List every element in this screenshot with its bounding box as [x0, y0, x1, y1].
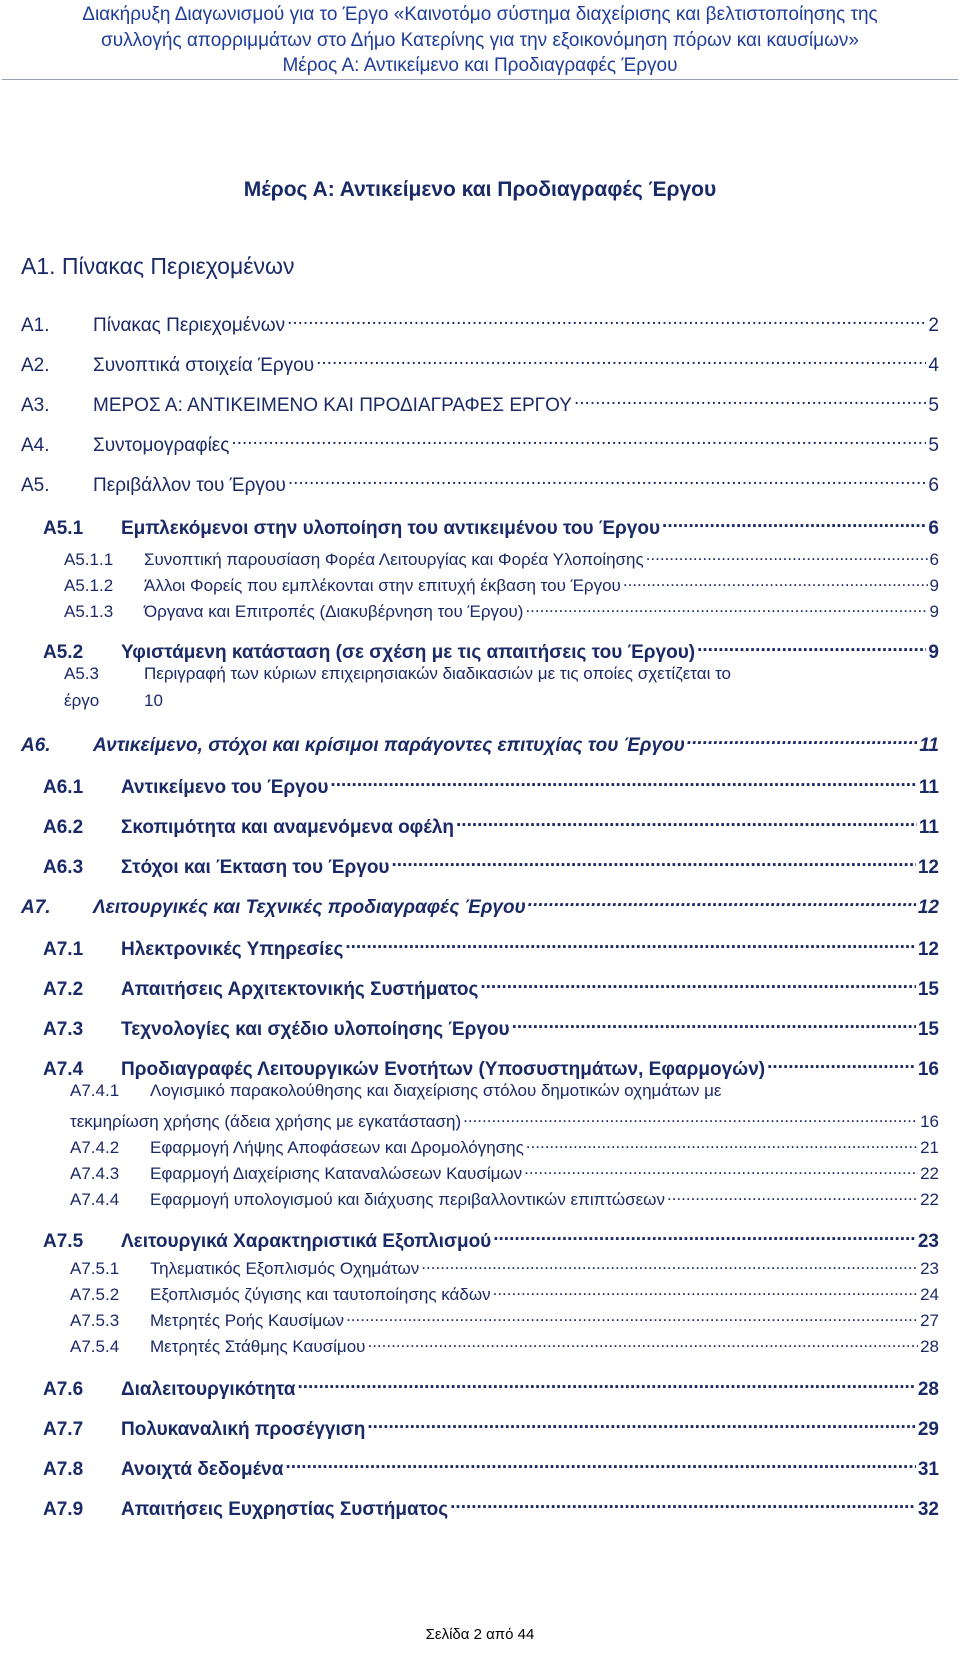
- toc-page: 29: [917, 1418, 939, 1440]
- toc-entry[interactable]: [21, 890, 939, 919]
- toc-page: 28: [917, 1378, 939, 1400]
- toc-leader: [480, 972, 915, 995]
- toc-label: Προδιαγραφές Λειτουργικών Ενοτήτων (Υποσυστημάτων, Εφαρμογών): [121, 1058, 766, 1080]
- toc-page: 32: [917, 1498, 939, 1520]
- toc-number: Α6.3: [43, 856, 84, 878]
- toc-number: Α5.1.1: [64, 550, 114, 570]
- page-number: Σελίδα 2 από 44: [425, 1626, 535, 1643]
- toc-entry[interactable]: [43, 1372, 939, 1401]
- toc-entry[interactable]: [70, 1159, 939, 1184]
- toc-entry[interactable]: [43, 1492, 939, 1521]
- toc-leader: [528, 890, 916, 913]
- toc-entry[interactable]: [43, 1224, 939, 1253]
- toc-label: Μετρητές Στάθμης Καυσίμου: [150, 1337, 366, 1357]
- toc-label: Λειτουργικά Χαρακτηριστικά Εξοπλισμού: [121, 1230, 492, 1252]
- toc-leader: [524, 1159, 918, 1179]
- toc-entry[interactable]: [64, 664, 939, 684]
- toc-leader: [574, 388, 926, 411]
- toc-number: Α6.2: [43, 816, 84, 838]
- toc-number: Α5.1.3: [64, 602, 114, 622]
- toc-page: 4: [928, 354, 939, 376]
- toc-label: Άλλοι Φορείς που εμπλέκονται στην επιτυχή έκβαση του Έργου: [144, 576, 621, 596]
- toc-page: 11: [919, 734, 939, 756]
- toc-leader: [392, 850, 916, 873]
- toc-number: Α7.4: [43, 1058, 84, 1080]
- toc-entry[interactable]: [43, 850, 939, 879]
- toc-number: Α7.5: [43, 1230, 84, 1252]
- toc-number: Α7.4.4: [70, 1190, 120, 1210]
- toc-leader: [662, 511, 926, 534]
- toc-label-continued: τεκμηρίωση χρήσης (άδεια χρήσης με εγκατάσταση): [70, 1112, 462, 1132]
- toc-number: Α5.3: [64, 664, 99, 683]
- toc-page: 9: [928, 641, 939, 663]
- toc-entry[interactable]: [64, 571, 939, 596]
- toc-label: Μετρητές Ροής Καυσίμων: [150, 1311, 345, 1331]
- toc-label: Ανοιχτά δεδομένα: [121, 1458, 284, 1480]
- header-line-3: Μέρος Α: Αντικείμενο και Προδιαγραφές Έργου: [282, 55, 678, 76]
- toc-entry[interactable]: [64, 597, 939, 622]
- toc-leader: [421, 1254, 918, 1274]
- toc-label: Σκοπιμότητα και αναμενόμενα οφέλη: [121, 816, 455, 838]
- toc-entry[interactable]: [21, 308, 939, 337]
- toc-leader: [367, 1332, 918, 1352]
- toc-entry-continued[interactable]: [70, 1107, 939, 1132]
- header-divider: [2, 79, 958, 80]
- toc-page: 9: [929, 602, 939, 622]
- toc-leader: [767, 1052, 916, 1075]
- toc-page: 6: [928, 517, 939, 539]
- toc-entry[interactable]: [70, 1306, 939, 1331]
- toc-leader: [231, 428, 926, 451]
- toc-number: Α7.3: [43, 1018, 84, 1040]
- toc-label: Απαιτήσεις Ευχρηστίας Συστήματος: [121, 1498, 449, 1520]
- toc-label: Εφαρμογή Λήψης Αποφάσεων και Δρομολόγησης: [150, 1138, 524, 1158]
- toc-label: Αντικείμενο του Έργου: [121, 776, 329, 798]
- toc-label: Εμπλεκόμενοι στην υλοποίηση του αντικειμένου του Έργου: [121, 517, 661, 539]
- toc-label: Εφαρμογή Διαχείρισης Καταναλώσεων Καυσίμων: [150, 1164, 523, 1184]
- toc-entry[interactable]: [70, 1254, 939, 1279]
- toc-entry[interactable]: [70, 1332, 939, 1357]
- toc-page: 16: [920, 1112, 939, 1132]
- toc-leader: [697, 635, 926, 658]
- toc-leader: [493, 1224, 916, 1247]
- toc-leader: [493, 1280, 918, 1300]
- toc-label: Υφιστάμενη κατάσταση (σε σχέση με τις απαιτήσεις του Έργου): [121, 641, 696, 663]
- toc-page: 15: [917, 1018, 939, 1040]
- toc-number: Α5.1.2: [64, 576, 114, 596]
- toc-label-continued: έργο: [64, 691, 100, 710]
- toc-entry[interactable]: [21, 348, 939, 377]
- toc-entry[interactable]: [43, 810, 939, 839]
- toc-leader: [525, 597, 927, 617]
- toc-leader: [345, 932, 916, 955]
- toc-page: 15: [917, 978, 939, 1000]
- toc-page: 12: [917, 938, 939, 960]
- section-title: Α1. Πίνακας Περιεχομένων: [21, 253, 295, 279]
- toc-label: Τεχνολογίες και σχέδιο υλοποίησης Έργου: [121, 1018, 510, 1040]
- toc-number: Α6.1: [43, 776, 84, 798]
- toc-label: Στόχοι και Έκταση του Έργου: [121, 856, 390, 878]
- toc-label: Αντικείμενο, στόχοι και κρίσιμοι παράγοντες επιτυχίας του Έργου: [93, 734, 685, 756]
- toc-leader: [646, 545, 928, 565]
- toc-entry[interactable]: [43, 972, 939, 1001]
- toc-page: 28: [920, 1337, 939, 1357]
- toc-entry-continued[interactable]: [64, 691, 939, 711]
- toc-leader: [285, 1452, 915, 1475]
- toc-entry[interactable]: [43, 1412, 939, 1441]
- toc-label: Πολυκαναλική προσέγγιση: [121, 1418, 366, 1440]
- toc-label: Πίνακας Περιεχομένων: [93, 314, 286, 336]
- toc-page: 27: [920, 1311, 939, 1331]
- toc-label: Ηλεκτρονικές Υπηρεσίες: [121, 938, 344, 960]
- toc-number: Α7.4.3: [70, 1164, 120, 1184]
- toc-page: 5: [928, 394, 939, 416]
- toc-label: Περιβάλλον του Έργου: [93, 474, 286, 496]
- toc-number: Α7.7: [43, 1418, 84, 1440]
- toc-page: 22: [920, 1190, 939, 1210]
- toc-page: 16: [917, 1058, 939, 1080]
- toc-entry[interactable]: [70, 1133, 939, 1158]
- toc-label: Απαιτήσεις Αρχιτεκτονικής Συστήματος: [121, 978, 479, 1000]
- toc-page: 6: [928, 474, 939, 496]
- toc-leader: [512, 1012, 916, 1035]
- toc-label: Τηλεματικός Εξοπλισμός Οχημάτων: [150, 1259, 420, 1279]
- toc-page: 31: [917, 1458, 939, 1480]
- toc-number: Α2.: [21, 354, 50, 376]
- toc-page: 9: [929, 576, 939, 596]
- toc-page: 12: [917, 856, 939, 878]
- toc-number: Α5.1: [43, 517, 84, 539]
- toc-page: 5: [928, 434, 939, 456]
- toc-entry[interactable]: [43, 932, 939, 961]
- toc-label: Συνοπτικά στοιχεία Έργου: [93, 354, 315, 376]
- toc-entry[interactable]: [21, 428, 939, 457]
- toc-number: Α7.9: [43, 1498, 84, 1520]
- toc-label: Συντομογραφίες: [93, 434, 230, 456]
- toc-number: Α7.2: [43, 978, 84, 1000]
- toc-label: Λειτουργικές και Τεχνικές προδιαγραφές Έργου: [93, 896, 526, 918]
- toc-page: 12: [917, 896, 939, 918]
- toc-entry[interactable]: [70, 1081, 939, 1101]
- toc-entry[interactable]: [43, 511, 939, 540]
- toc-entry[interactable]: [21, 468, 939, 497]
- toc-number: Α7.8: [43, 1458, 84, 1480]
- toc-leader: [526, 1133, 918, 1153]
- toc-label: Διαλειτουργικότητα: [121, 1378, 296, 1400]
- toc-entry[interactable]: [43, 1452, 939, 1481]
- toc-label: Λογισμικό παρακολούθησης και διαχείρισης στόλου δημοτικών οχημάτων με: [150, 1081, 722, 1100]
- toc-number: Α1.: [21, 314, 50, 336]
- toc-page: 6: [929, 550, 939, 570]
- toc-page: 22: [920, 1164, 939, 1184]
- toc-number: Α7.5.2: [70, 1285, 120, 1305]
- header-line-1: Διακήρυξη Διαγωνισμού για το Έργο «Καινοτόμο σύστημα διαχείρισης και βελτιστοποίησης της: [82, 4, 878, 25]
- toc-entry[interactable]: [21, 388, 939, 417]
- toc-page: 21: [920, 1138, 939, 1158]
- toc-entry[interactable]: [64, 545, 939, 570]
- toc-number: Α7.5.4: [70, 1337, 120, 1357]
- part-title: Μέρος Α: Αντικείμενο και Προδιαγραφές Έργου: [243, 178, 717, 201]
- toc-entry[interactable]: [21, 728, 939, 757]
- toc-number: Α7.1: [43, 938, 84, 960]
- toc-number: Α7.6: [43, 1378, 84, 1400]
- toc-number: Α7.4.2: [70, 1138, 120, 1158]
- toc-number: Α7.5.1: [70, 1259, 120, 1279]
- toc-number: Α7.4.1: [70, 1081, 120, 1100]
- toc-page: 11: [918, 776, 939, 798]
- toc-entry[interactable]: [70, 1280, 939, 1305]
- toc-entry[interactable]: [43, 635, 939, 664]
- toc-entry[interactable]: [43, 1052, 939, 1081]
- toc-leader: [330, 770, 916, 793]
- toc-leader: [450, 1492, 916, 1515]
- toc-label: Περιγραφή των κύριων επιχειρησιακών διαδικασιών με τις οποίες σχετίζεται το: [144, 664, 732, 683]
- toc-page: 24: [920, 1285, 939, 1305]
- toc-leader: [623, 571, 928, 591]
- toc-label: ΜΕΡΟΣ Α: ΑΝΤΙΚΕΙΜΕΝΟ ΚΑΙ ΠΡΟΔΙΑΓΡΑΦΕΣ ΕΡΓΟΥ: [93, 394, 572, 416]
- toc-leader: [456, 810, 917, 833]
- toc-label: Εξοπλισμός ζύγισης και ταυτοποίησης κάδων: [150, 1285, 491, 1305]
- toc-entry[interactable]: [70, 1185, 939, 1210]
- toc-number: Α7.5.3: [70, 1311, 120, 1331]
- toc-number: Α5.: [21, 474, 50, 496]
- toc-label: Εφαρμογή υπολογισμού και διάχυσης περιβαλλοντικών επιπτώσεων: [150, 1190, 665, 1210]
- toc-entry[interactable]: [43, 1012, 939, 1041]
- toc-label: Όργανα και Επιτροπές (Διακυβέρνηση του Έργου): [144, 602, 524, 622]
- toc-entry[interactable]: [43, 770, 939, 799]
- toc-leader: [297, 1372, 915, 1395]
- toc-leader: [287, 308, 926, 331]
- toc-leader: [288, 468, 927, 491]
- toc-number: Α5.2: [43, 641, 84, 663]
- toc-label: Συνοπτική παρουσίαση Φορέα Λειτουργίας και Φορέα Υλοποίησης: [144, 550, 644, 570]
- toc-page: 11: [918, 816, 939, 838]
- toc-number: Α6.: [21, 734, 51, 756]
- toc-leader: [367, 1412, 915, 1435]
- header-line-2: συλλογής απορριμμάτων στο Δήμο Κατερίνης για την εξοικονόμηση πόρων και καυσίμων»: [101, 30, 859, 51]
- toc-number: Α4.: [21, 434, 50, 456]
- toc-leader: [346, 1306, 918, 1326]
- toc-page: 23: [920, 1259, 939, 1279]
- toc-page: 2: [928, 314, 939, 336]
- toc-leader: [667, 1185, 918, 1205]
- toc-page: 10: [144, 691, 163, 710]
- toc-leader: [687, 728, 917, 751]
- toc-page: 23: [917, 1230, 939, 1252]
- toc-number: Α7.: [21, 896, 51, 918]
- toc-leader: [316, 348, 926, 371]
- toc-number: Α3.: [21, 394, 50, 416]
- toc-leader: [463, 1107, 918, 1127]
